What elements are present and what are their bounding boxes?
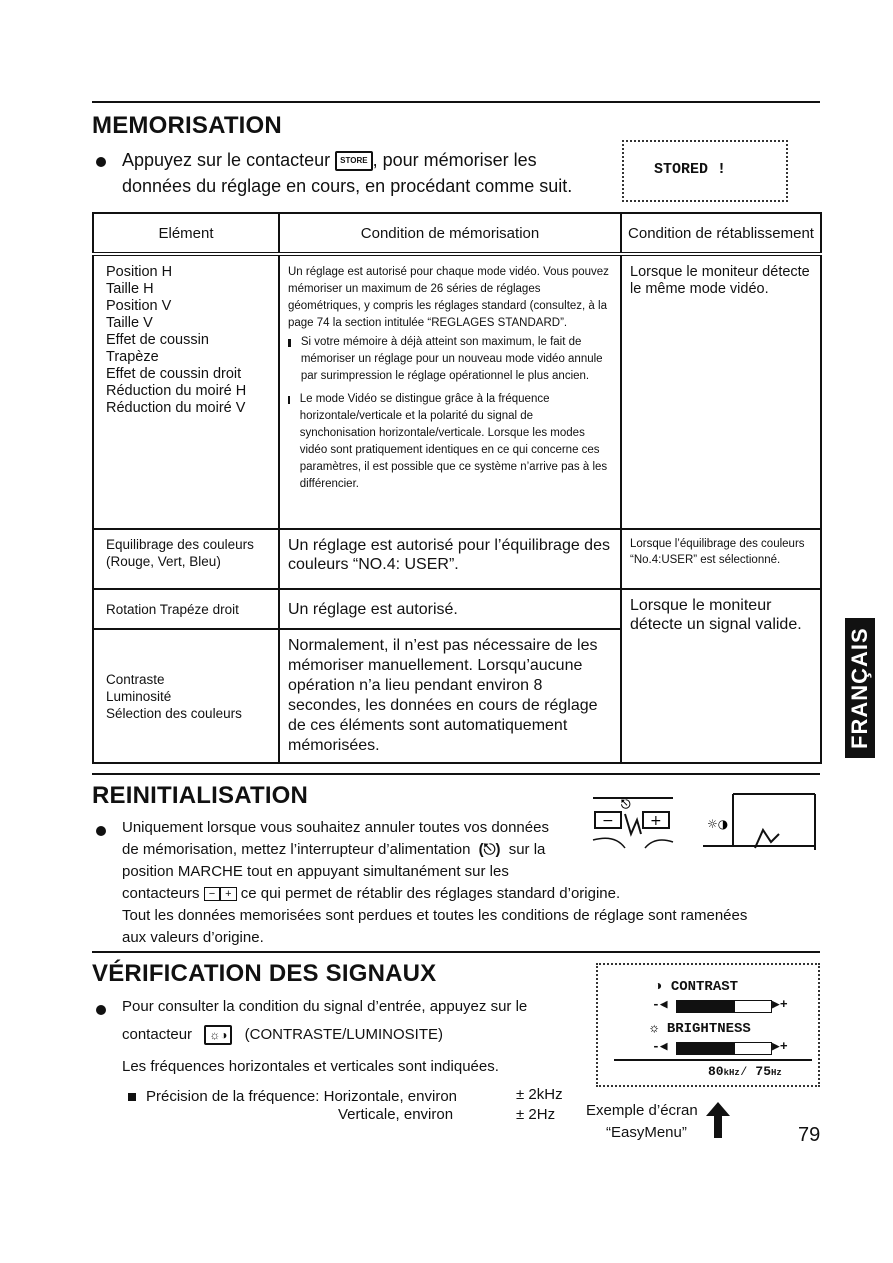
reinit-line2: de mémorisation, mettez l’interrupteur d’alimentation (122, 841, 471, 858)
reinit-line6: aux valeurs d’origine. (122, 929, 264, 946)
contrast-icon: ◑ (654, 979, 671, 995)
reset-illustration (585, 790, 825, 860)
vertical-label: Verticale, environ (338, 1106, 454, 1123)
row3-restore: Lorsque le moniteur détecte un signal valide. (630, 597, 802, 633)
list-item: Taille V (106, 315, 153, 331)
table-row (93, 529, 821, 589)
contrast-bar (676, 1000, 772, 1013)
osd-easymenu-box (596, 963, 820, 1087)
arrow-up-icon (706, 1102, 730, 1138)
list-item: Contraste (106, 671, 165, 687)
verif-line2 (122, 1024, 443, 1046)
precision-h: ± 2kHz (516, 1086, 563, 1103)
reinit-line1: Uniquement lorsque vous souhaitez annuler toutes vos données (122, 819, 549, 836)
verif-line3: Les fréquences horizontales et verticales sont indiquées. (122, 1058, 499, 1075)
row2-condition: Un réglage est autorisé pour l’équilibrage des couleurs “NO.4: USER”. (288, 537, 610, 573)
power-symbol-icon: ⎋ (621, 797, 631, 811)
table-row (93, 254, 821, 529)
hand-icon (625, 814, 641, 834)
osd-plus: ▶+ (772, 1039, 788, 1054)
freq-h-value: 80 (708, 1064, 724, 1079)
reinit-title: REINITIALISATION (92, 782, 309, 809)
freq-v-unit: Hz (771, 1068, 782, 1078)
contrast-bar-fill (677, 1001, 735, 1012)
row4-condition: Normalement, il n’est pas nécessaire de les mémoriser manuellement. Lorsqu’aucune opération n’a lieu pendant environ 8 secondes, les données en cours de réglage de ces éléments sont automatiquement mémorisées. (288, 637, 598, 754)
osd-plus: ▶+ (772, 997, 788, 1012)
osd-contrast-label: CONTRAST (670, 979, 739, 995)
plus-key-icon: + (220, 887, 236, 901)
table-row (93, 589, 821, 629)
caption-easymenu: “EasyMenu” (606, 1124, 687, 1141)
row4-elements (94, 665, 278, 728)
osd-stored-box (622, 140, 788, 202)
illustration-line (593, 838, 673, 848)
brightness-bar (676, 1042, 772, 1055)
row2-element: Equilibrage des couleurs (Rouge, Vert, Bleu) (106, 537, 254, 569)
page-number: 79 (798, 1124, 821, 1146)
reinit-line3: position MARCHE tout en appuyant simultanément sur les (122, 863, 509, 880)
row1-note2: Le mode Vidéo se distingue grâce à la fréquence horizontale/verticale et la polarité du signal de synchonisation horizontale/verticale. Lorsque les modes vidéo sont pratiquement identiques en ce qui concerne ces paramètres, il est possible que ce système n’arrive pas à les différencier. (299, 393, 608, 490)
reinit-line2b: sur la (508, 841, 546, 858)
verif-line2a: contacteur (122, 1026, 193, 1043)
memorisation-line2: données du réglage en cours, en procédant comme suit. (122, 176, 573, 196)
freq-v-value: 75 (755, 1064, 772, 1079)
section-rule (92, 951, 820, 953)
top-rule (92, 101, 820, 103)
list-item: Luminosité (106, 688, 172, 704)
row1-elements (94, 256, 278, 423)
square-bullet-icon (288, 339, 291, 347)
header-restore: Condition de rétablissement (621, 213, 821, 254)
freq-h-unit: kHz (723, 1068, 740, 1078)
row1-restore: Lorsque le moniteur détecte le même mode vidéo. (630, 264, 810, 297)
verif-line1: Pour consulter la condition du signal d’entrée, appuyez sur le (122, 998, 528, 1015)
minus-key-icon: − (204, 887, 220, 901)
osd-brightness-label: BRIGHTNESS (666, 1021, 751, 1037)
memorisation-line1b: , pour mémoriser les (372, 150, 537, 170)
precision-label: Précision de la fréquence: Horizontale, environ (146, 1088, 458, 1105)
reinit-line4a: contacteurs (122, 885, 200, 902)
square-bullet-icon (288, 396, 290, 404)
osd-stored-text: STORED ! (654, 161, 727, 178)
list-item: Réduction du moiré V (106, 400, 246, 416)
precision-v: ± 2Hz (516, 1106, 556, 1123)
bullet (96, 157, 106, 167)
memorisation-title: MEMORISATION (92, 112, 282, 139)
row3-element: Rotation Trapéze droit (106, 601, 239, 617)
minus-glyph-icon: − (602, 813, 614, 829)
list-item: Taille H (106, 281, 154, 297)
osd-minus: -◀ (652, 1039, 668, 1054)
store-button-icon: STORE (335, 151, 372, 171)
osd-minus: -◀ (652, 997, 668, 1012)
bullet (96, 826, 106, 836)
row1-note1: Si votre mémoire à déjà atteint son maximum, le fait de mémoriser un réglage pour un nouveau mode vidéo annule par surimpression le réglage opérationnel le plus ancien. (300, 336, 603, 382)
power-icon: (⎋) (478, 841, 501, 858)
memorisation-text (122, 147, 572, 199)
reinit-line5: Tout les données memorisées sont perdues et toutes les conditions de réglage sont ramenées (122, 907, 748, 924)
brightness-bar-fill (677, 1043, 735, 1054)
square-bullet-icon (128, 1093, 136, 1101)
verif-line2b: (CONTRASTE/LUMINOSITE) (244, 1026, 443, 1043)
row3-condition: Un réglage est autorisé. (288, 600, 458, 618)
reinit-line4b: ce qui permet de rétablir des réglages standard d’origine. (240, 885, 621, 902)
memorisation-line1: Appuyez sur le contacteur (122, 150, 331, 170)
header-element: Elément (93, 213, 279, 254)
osd-divider (614, 1059, 812, 1061)
list-item: Sélection des couleurs (106, 705, 242, 721)
brightness-icon: ☼ (650, 1021, 667, 1037)
row2-restore: Lorsque l’équilibrage des couleurs “No.4:USER” est sélectionné. (630, 538, 805, 566)
list-item: Effet de coussin droit (106, 366, 242, 382)
list-item: Trapèze (106, 349, 159, 365)
section-rule (92, 773, 820, 775)
memorisation-table (92, 212, 822, 764)
list-item: Effet de coussin (106, 332, 209, 348)
language-side-tab: FRANÇAIS (845, 618, 875, 758)
contrast-brightness-button-icon: ☼◑ (204, 1025, 232, 1045)
osd-frequency: 80kHz⁄ 75Hz (708, 1064, 782, 1079)
reinit-text-2 (122, 883, 822, 905)
brightness-contrast-icon: ☼◑ (707, 817, 729, 831)
bullet (96, 1005, 106, 1015)
plus-glyph-icon: + (650, 813, 662, 829)
list-item: Position H (106, 264, 173, 280)
list-item: Position V (106, 298, 172, 314)
list-item: Réduction du moiré H (106, 383, 247, 399)
header-condition: Condition de mémorisation (279, 213, 621, 254)
verif-title: VÉRIFICATION DES SIGNAUX (92, 960, 437, 987)
row1-condition-intro: Un réglage est autorisé pour chaque mode vidéo. Vous pouvez mémoriser un maximum de 26 séries de réglages géométriques, y compris les réglages standard (consultez, à la page 74 la section intitulée “REGLAGES STANDARD”. (288, 266, 609, 329)
caption-example: Exemple d’écran (586, 1102, 698, 1119)
table-header-row (93, 213, 821, 254)
